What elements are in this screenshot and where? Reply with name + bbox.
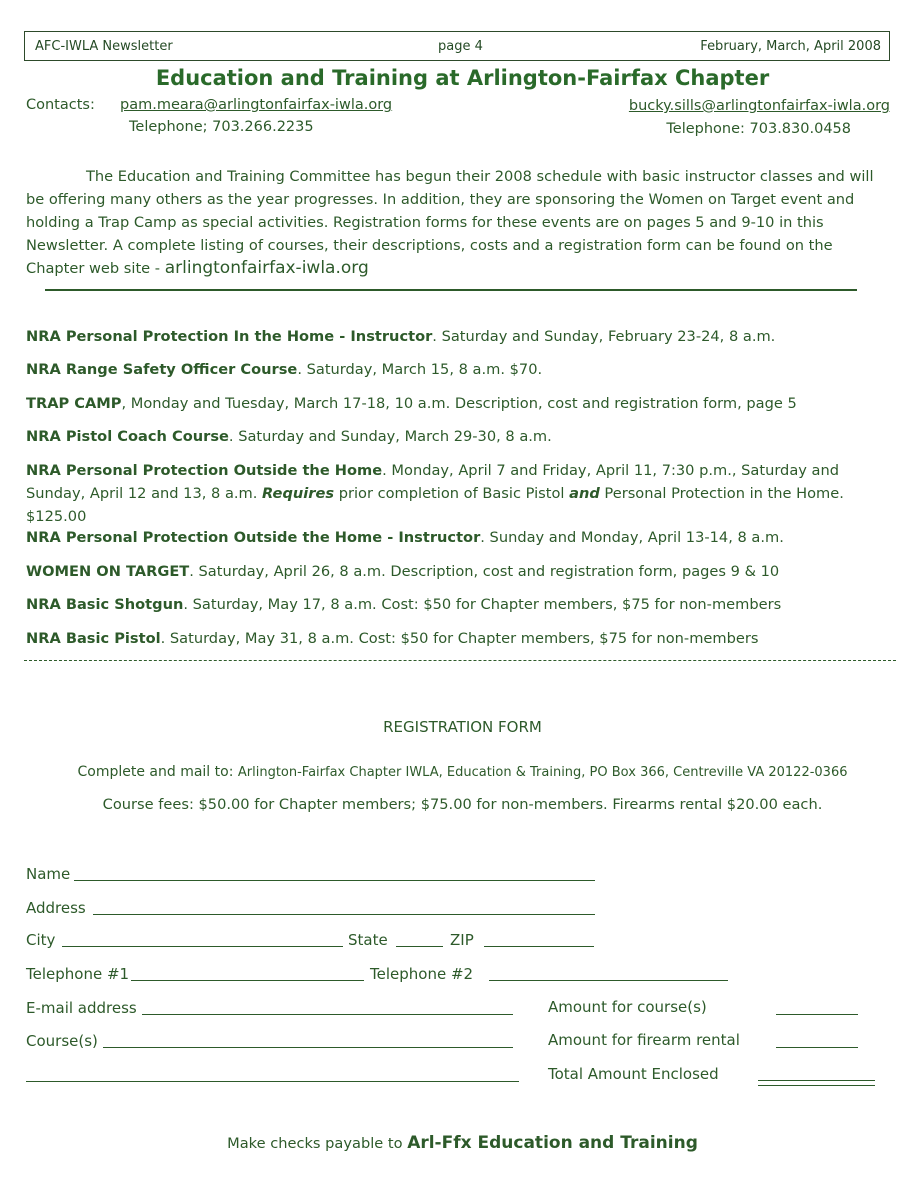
mail-instructions: Complete and mail to: Arlington-Fairfax Chapter IWLA, Education & Training, PO Box 366, Centreville VA 20122-0366 [77, 764, 848, 780]
course-detail: . Saturday and Sunday, February 23-24, 8 a.m. [432, 328, 776, 345]
course-title: NRA Basic Pistol [26, 630, 161, 647]
telephone-2-field[interactable] [489, 980, 728, 981]
state-field[interactable] [396, 946, 443, 947]
course-title: NRA Personal Protection Outside the Home [26, 462, 383, 479]
course-item [26, 627, 892, 650]
intro-paragraph [26, 165, 888, 280]
contacts-label: Contacts: [26, 97, 95, 113]
newsletter-name: AFC-IWLA Newsletter [35, 39, 173, 54]
course-item [26, 425, 892, 448]
mail-address: Arlington-Fairfax Chapter IWLA, Education & Training, PO Box 366, Centreville VA 20122-0366 [237, 765, 848, 780]
address-field[interactable] [93, 914, 595, 915]
email-label: E-mail address [26, 999, 137, 1017]
telephone-1-field[interactable] [131, 980, 364, 981]
telephone-2-label: Telephone #2 [370, 965, 474, 983]
website-link[interactable]: arlingtonfairfax-iwla.org [164, 258, 369, 278]
courses-extra-line[interactable] [26, 1081, 519, 1082]
and-emphasis: and [569, 485, 600, 502]
fees-note: Course fees: $50.00 for Chapter members; $75.00 for non-members. Firearms rental $20.00 each. [102, 796, 823, 813]
amount-rental-field[interactable] [776, 1047, 858, 1048]
course-detail: . Saturday, March 15, 8 a.m. $70. [297, 361, 543, 378]
course-item [26, 325, 892, 348]
contact-email-1[interactable]: pam.meara@arlingtonfairfax-iwla.org [120, 97, 393, 113]
zip-label: ZIP [450, 931, 474, 949]
course-detail: . Saturday, May 31, 8 a.m. Cost: $50 for Chapter members, $75 for non-members [160, 630, 759, 647]
course-item [26, 593, 892, 616]
name-field[interactable] [74, 880, 595, 881]
intro-text: The Education and Training Committee has begun their 2008 schedule with basic instructor classes and will be offering many others as the year progresses. In addition, they are sponsoring the Women on Target event and holding a Trap Camp as special activities. Registration forms for these events are on pages 5 and 9-10 in this Newsletter. A complete listing of courses, their descriptions, costs and a registration form can be found on the Chapter web site - [26, 168, 874, 277]
course-title: NRA Basic Shotgun [26, 596, 184, 613]
course-item [26, 560, 892, 583]
form-heading: REGISTRATION FORM [383, 718, 542, 736]
course-detail: . Saturday, April 26, 8 a.m. Description, cost and registration form, pages 9 & 10 [189, 563, 780, 580]
state-label: State [348, 931, 388, 949]
requires-emphasis: Requires [262, 485, 335, 502]
payable-to: Arl-Ffx Education and Training [407, 1133, 698, 1153]
name-label: Name [26, 865, 71, 883]
course-detail: , Monday and Tuesday, March 17-18, 10 a.m. Description, cost and registration form, page 5 [121, 395, 797, 412]
course-item [26, 526, 892, 549]
page-title: Education and Training at Arlington-Fairfax Chapter [155, 66, 770, 90]
contact-phone-1: Telephone; 703.266.2235 [129, 119, 314, 135]
city-field[interactable] [62, 946, 343, 947]
courses-field[interactable] [103, 1047, 513, 1048]
telephone-1-label: Telephone #1 [26, 965, 130, 983]
course-item [26, 358, 892, 381]
email-field[interactable] [142, 1014, 513, 1015]
payable-note: Make checks payable to Arl-Ffx Education and Training [227, 1133, 698, 1153]
courses-label: Course(s) [26, 1032, 98, 1050]
zip-field[interactable] [484, 946, 594, 947]
course-title: WOMEN ON TARGET [26, 563, 190, 580]
page-number: page 4 [438, 39, 483, 54]
course-detail: . Monday, April 7 and Friday, April 11, 7:30 p.m., Saturday and Sunday, April 12 and 13, 8 a.m. [26, 462, 839, 502]
amount-rental-label: Amount for firearm rental [548, 1031, 740, 1049]
issue-date: February, March, April 2008 [700, 39, 881, 54]
course-item: NRA Personal Protection Outside the Home. Monday, April 7 and Friday, April 11, 7:30 p.m., Saturday and Sunday, April 12 and 13, 8 a.m. Requires prior completion of Basic Pistol and Personal Protection in the Home. $125.00 [26, 462, 844, 525]
section-divider [45, 289, 857, 291]
course-title: NRA Range Safety Officer Course [26, 361, 298, 378]
total-field[interactable] [758, 1080, 875, 1086]
contact-phone-2: Telephone: 703.830.0458 [666, 121, 851, 137]
course-detail: . Saturday and Sunday, March 29-30, 8 a.m. [228, 428, 552, 445]
course-title: NRA Personal Protection Outside the Home - Instructor [26, 529, 481, 546]
city-label: City [26, 931, 56, 949]
cut-line [24, 660, 896, 661]
contact-email-2[interactable]: bucky.sills@arlingtonfairfax-iwla.org [628, 98, 890, 114]
newsletter-header [24, 31, 890, 61]
course-detail: . Saturday, May 17, 8 a.m. Cost: $50 for Chapter members, $75 for non-members [183, 596, 782, 613]
address-label: Address [26, 899, 86, 917]
total-label: Total Amount Enclosed [548, 1065, 719, 1083]
amount-course-field[interactable] [776, 1014, 858, 1015]
course-title: NRA Pistol Coach Course [26, 428, 229, 445]
course-item [26, 392, 892, 415]
course-title: NRA Personal Protection In the Home - Instructor [26, 328, 433, 345]
course-detail: . Sunday and Monday, April 13-14, 8 a.m. [480, 529, 784, 546]
course-title: TRAP CAMP [26, 395, 122, 412]
amount-course-label: Amount for course(s) [548, 998, 707, 1016]
